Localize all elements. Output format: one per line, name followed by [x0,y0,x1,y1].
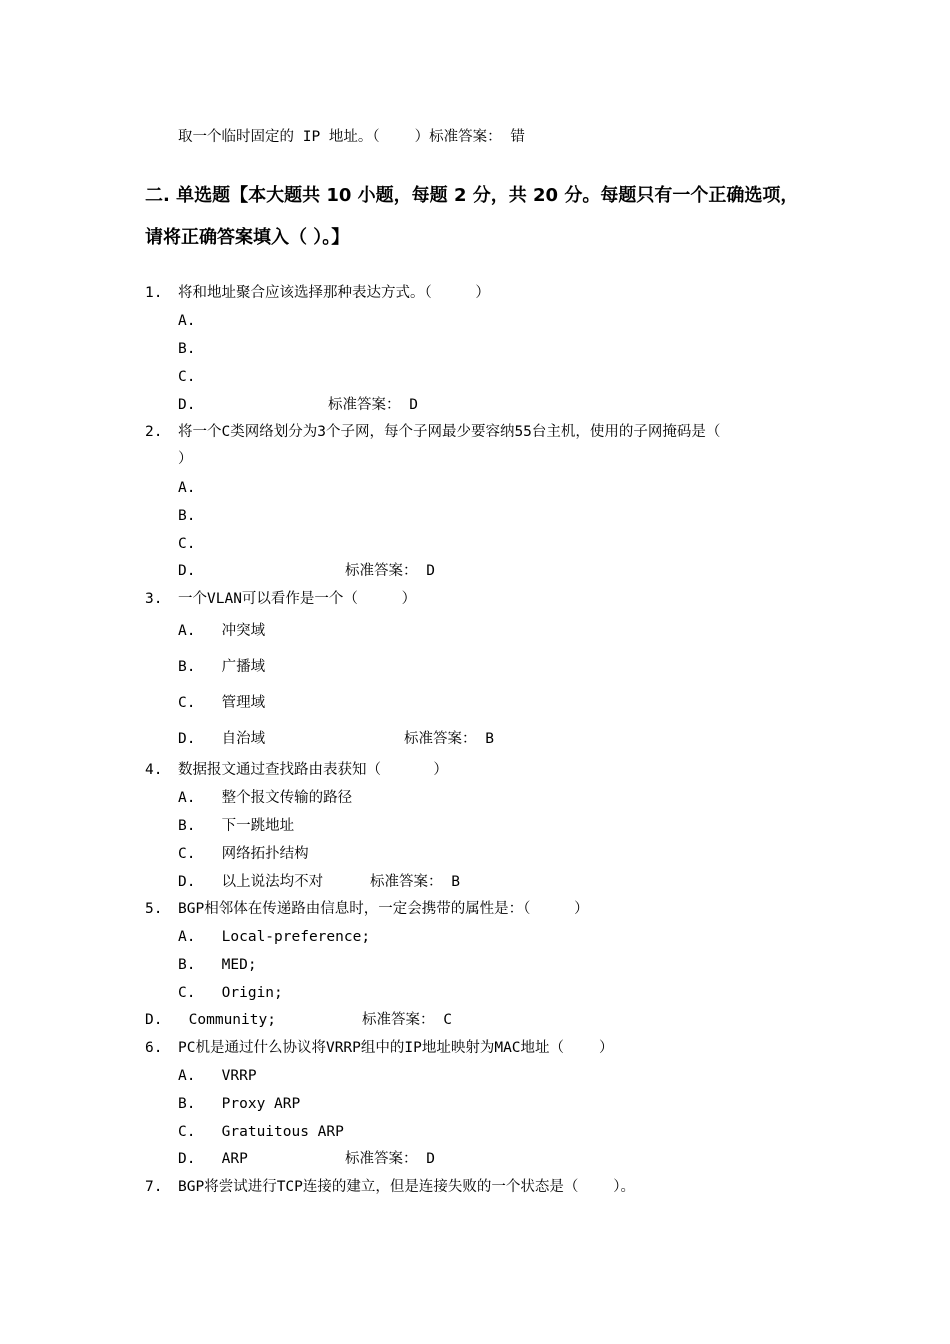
question-3-option-b: B. 广播域 [178,659,266,675]
question-2-text: 将一个C类网络划分为3个子网，每个子网最少要容纳55台主机，使用的子网掩码是（ [178,424,721,440]
question-3-text: 一个VLAN可以看作是一个（ ） [178,591,417,607]
question-6-option-c: C. Gratuitous ARP [178,1124,344,1140]
question-5-option-a: A. Local-preference; [178,929,371,945]
question-4-number: 4. [145,762,163,778]
question-5-option-d: D. Community; [145,1012,276,1028]
question-2-text-continued: ） [178,451,193,467]
question-2-option-a: A. [178,480,196,496]
question-2-number: 2. [145,424,163,440]
question-7-number: 7. [145,1179,163,1195]
question-3-number: 3. [145,591,163,607]
section-title-line-1: 二. 单选题【本大题共 10 小题，每题 2 分，共 20 分。每题只有一个正确选项， [145,185,799,206]
question-5-text: BGP相邻体在传递路由信息时，一定会携带的属性是：（ ） [178,901,589,917]
intro-line: 取一个临时固定的 IP 地址。（ ）标准答案： 错 [178,129,525,145]
question-3-option-d: D. 自治域 [178,731,266,747]
question-2-answer: 标准答案： D [345,563,435,579]
question-1-option-a: A. [178,313,196,329]
question-6-text: PC机是通过什么协议将VRRP组中的IP地址映射为MAC地址（ ） [178,1040,614,1056]
question-4-answer: 标准答案： B [370,874,460,890]
question-1-number: 1. [145,285,163,301]
question-6-answer: 标准答案： D [345,1151,435,1167]
question-6-option-a: A. VRRP [178,1068,257,1084]
question-1-option-d: D. [178,397,196,413]
question-7-text: BGP将尝试进行TCP连接的建立，但是连接失败的一个状态是（ ）。 [178,1179,636,1195]
question-3-answer: 标准答案： B [404,731,494,747]
question-5-option-b: B. MED; [178,957,257,973]
question-1-option-b: B. [178,341,196,357]
question-2-option-d: D. [178,563,196,579]
question-2-option-b: B. [178,508,196,524]
question-1-option-c: C. [178,369,196,385]
question-4-option-d: D. 以上说法均不对 [178,874,324,890]
question-5-number: 5. [145,901,163,917]
question-6-option-d: D. ARP [178,1151,248,1167]
question-3-option-a: A. 冲突域 [178,623,266,639]
question-1-text: 将和地址聚合应该选择那种表达方式。（ ） [178,285,490,301]
question-4-option-a: A. 整个报文传输的路径 [178,790,353,806]
question-4-text: 数据报文通过查找路由表获知（ ） [178,762,448,778]
question-4-option-b: B. 下一跳地址 [178,818,295,834]
question-4-option-c: C. 网络拓扑结构 [178,846,309,862]
question-5-answer: 标准答案： C [362,1012,452,1028]
question-3-option-c: C. 管理域 [178,695,266,711]
question-5-option-c: C. Origin; [178,985,283,1001]
section-title-line-2: 请将正确答案填入（ ）。】 [145,227,350,248]
question-6-option-b: B. Proxy ARP [178,1096,301,1112]
question-6-number: 6. [145,1040,163,1056]
question-2-option-c: C. [178,536,196,552]
question-1-answer: 标准答案： D [328,397,418,413]
